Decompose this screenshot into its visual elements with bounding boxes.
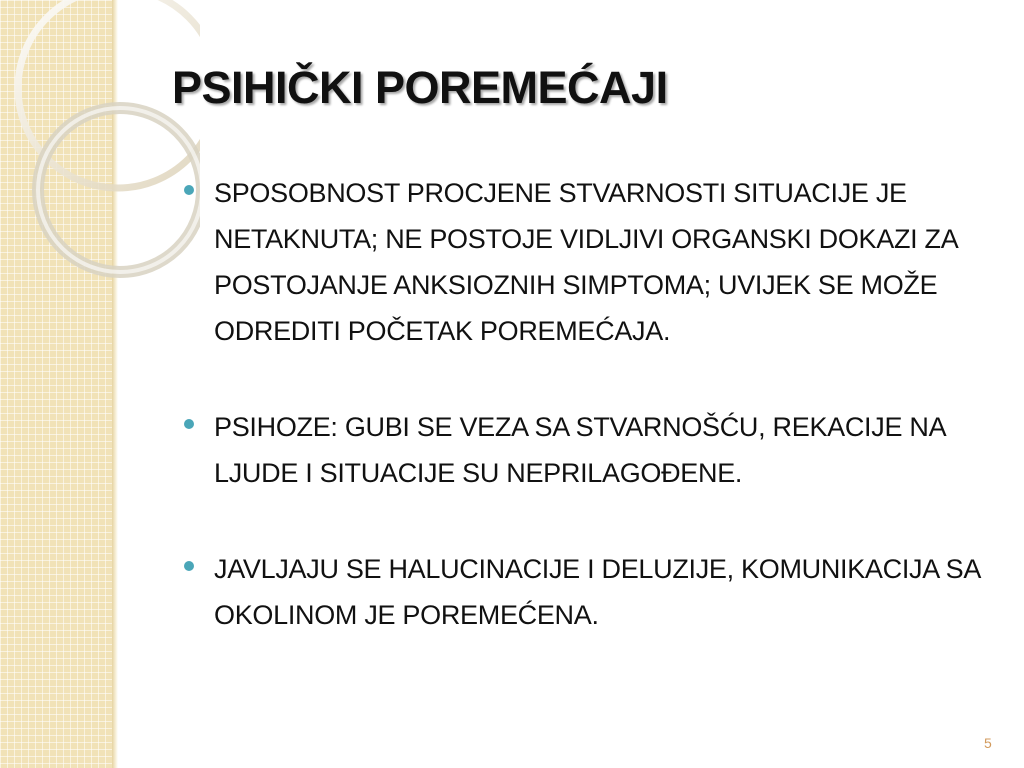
bullet-dot-icon — [184, 561, 194, 571]
bullet-item — [183, 170, 983, 354]
decorative-circles — [0, 0, 200, 300]
bullet-dot-icon — [184, 185, 194, 195]
bullet-dot-icon — [184, 419, 194, 429]
bullet-item — [183, 546, 983, 638]
slide-number: 5 — [984, 735, 992, 751]
bullet-text: SPOSOBNOST PROCJENE STVARNOSTI SITUACIJE JE NETAKNUTA; NE POSTOJE VIDLJIVI ORGANSKI DOKAZI ZA POSTOJANJE ANKSIOZNIH SIMPTOMA; UVIJEK SE MOŽE ODREDITI POČETAK POREMEĆAJA. — [214, 178, 957, 346]
bullet-text: JAVLJAJU SE HALUCINACIJE I DELUZIJE, KOMUNIKACIJA SA OKOLINOM JE POREMEĆENA. — [214, 554, 980, 630]
slide-title: PSIHIČKI POREMEĆAJI — [172, 62, 668, 113]
bullet-item — [183, 404, 983, 496]
bullet-text: PSIHOZE: GUBI SE VEZA SA STVARNOŠĆU, REKACIJE NA LJUDE I SITUACIJE SU NEPRILAGOĐENE. — [214, 412, 945, 488]
bullet-list — [183, 170, 983, 688]
